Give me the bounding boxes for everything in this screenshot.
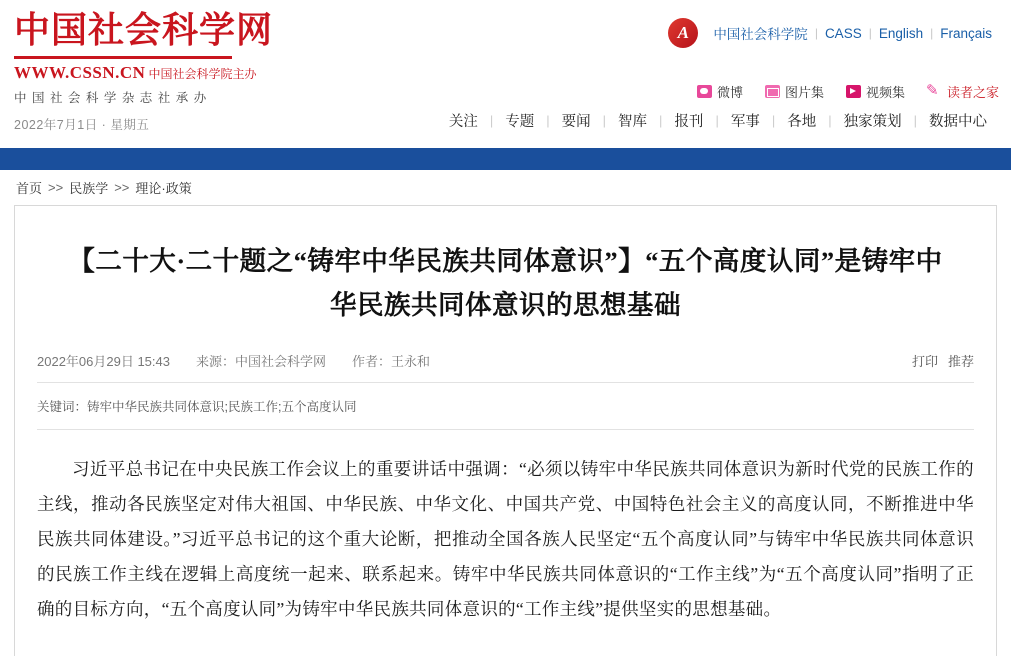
nav-divider: | [771,113,776,128]
breadcrumb-separator: >> [114,180,130,195]
article-title: 【二十大·二十题之“铸牢中华民族共同体意识”】“五个高度认同”是铸牢中华民族共同体意识的思想基础 [68,246,943,320]
keywords-label: 关键词： [37,400,88,414]
nav-item-guanzhu[interactable]: 关注 [448,114,478,130]
weibo-icon [697,85,712,98]
picture-icon [765,85,780,98]
top-link-divider: | [814,26,818,40]
nav-divider: | [715,113,719,128]
icon-link-videos-label: 视频集 [865,85,905,100]
top-link-cass-cn[interactable]: 中国社会科学院 [713,27,808,42]
article-source-value: 中国社会科学网 [235,354,327,369]
top-link-english[interactable]: English [878,25,924,41]
logo-subtitle: 中 国 社 会 科 学 杂 志 社 承 办 [14,91,208,105]
article-datetime: 2022年06月29日 15:43 [37,354,170,369]
nav-divider: | [913,113,917,128]
nav-blue-bar [0,148,1011,170]
article-paragraph: 习近平总书记在中央民族工作会议上的重要讲话中强调：“必须以铸牢中华民族共同体意识为新时代党的民族工作的主线，推动各民族坚定对伟大祖国、中华民族、中华文化、中国共产党、中国特色社会主义的高度认同，不断推进中华民族共同体建设。”习近平总书记的这个重大论断，把推动全国各族人民坚定“五个高度认同”与铸牢中华民族共同体意识的民族工作主线在逻辑上高度统一起来、联系起来。铸牢中华民族共同体意识的“工作主线”为“五个高度认同”指明了正确的目标方向，“五个高度认同”为铸牢中华民族共同体意识的“工作主线”提供坚实的思想基础。 [37,459,974,619]
logo-title: 中国社会科学网 [14,10,274,50]
nav-divider: | [489,113,494,128]
article-meta [37,351,974,382]
icon-link-pictures[interactable] [765,82,824,101]
logo-underline [14,56,232,59]
breadcrumb-separator: >> [48,180,64,195]
article-author [352,351,430,370]
nav-divider: | [546,113,550,128]
breadcrumb [0,170,1011,205]
top-link-cass[interactable]: CASS [824,25,862,41]
top-link-divider: | [930,26,934,40]
breadcrumb-level2[interactable]: 理论·政策 [135,181,192,196]
print-button[interactable]: 打印 [911,354,938,369]
video-icon [846,85,861,98]
icon-link-readers-home[interactable] [927,82,999,101]
recommend-button[interactable]: 推荐 [947,354,974,369]
top-link-divider: | [868,26,872,40]
article-author-value: 王永和 [391,354,431,369]
nav-item-baokan[interactable]: 报刊 [674,114,704,130]
logo-url: WWW.CSSN.CN [14,63,146,82]
current-date: 2022年7月1日 · 星期五 [14,118,150,132]
article-keywords [37,397,974,430]
nav-item-junshi[interactable]: 军事 [730,114,760,130]
meta-divider [37,382,974,383]
icon-link-weibo-label: 微博 [716,85,743,100]
article-source-label: 来源： [195,354,235,369]
nav-item-gedi[interactable]: 各地 [787,114,817,130]
icon-link-videos[interactable] [846,82,905,101]
article-actions [902,351,974,370]
nav-item-shujuzhongxin[interactable]: 数据中心 [929,114,987,130]
logo-url-sub: 中国社会科学院主办 [148,67,257,81]
top-link-francais[interactable]: Français [940,25,992,41]
nav-item-dujiacehua[interactable]: 独家策划 [843,114,902,130]
logo-url-row [14,63,274,83]
nav-item-zhuanti[interactable]: 专题 [505,114,535,130]
keywords-value: 铸牢中华民族共同体意识;民族工作;五个高度认同 [87,400,357,414]
nav-item-yaowen[interactable]: 要闻 [561,114,591,130]
site-logo[interactable] [14,8,274,133]
nav-divider: | [602,113,607,128]
nav-divider: | [828,113,832,128]
site-header [0,0,1011,148]
breadcrumb-home[interactable]: 首页 [16,181,43,196]
cass-logo-icon: A [668,18,698,48]
article-author-label: 作者： [352,354,392,369]
icon-link-weibo[interactable] [697,82,743,101]
nav-divider: | [659,113,663,128]
pencil-icon [927,85,942,98]
icon-link-bar [675,82,999,101]
main-navigation [437,110,999,131]
article-source [196,351,326,370]
nav-item-zhiku[interactable]: 智库 [618,114,648,130]
icon-link-readers-home-label: 读者之家 [946,85,999,100]
article-panel [14,205,997,656]
icon-link-pictures-label: 图片集 [784,85,824,100]
breadcrumb-level1[interactable]: 民族学 [69,181,109,196]
top-link-bar [668,18,999,48]
